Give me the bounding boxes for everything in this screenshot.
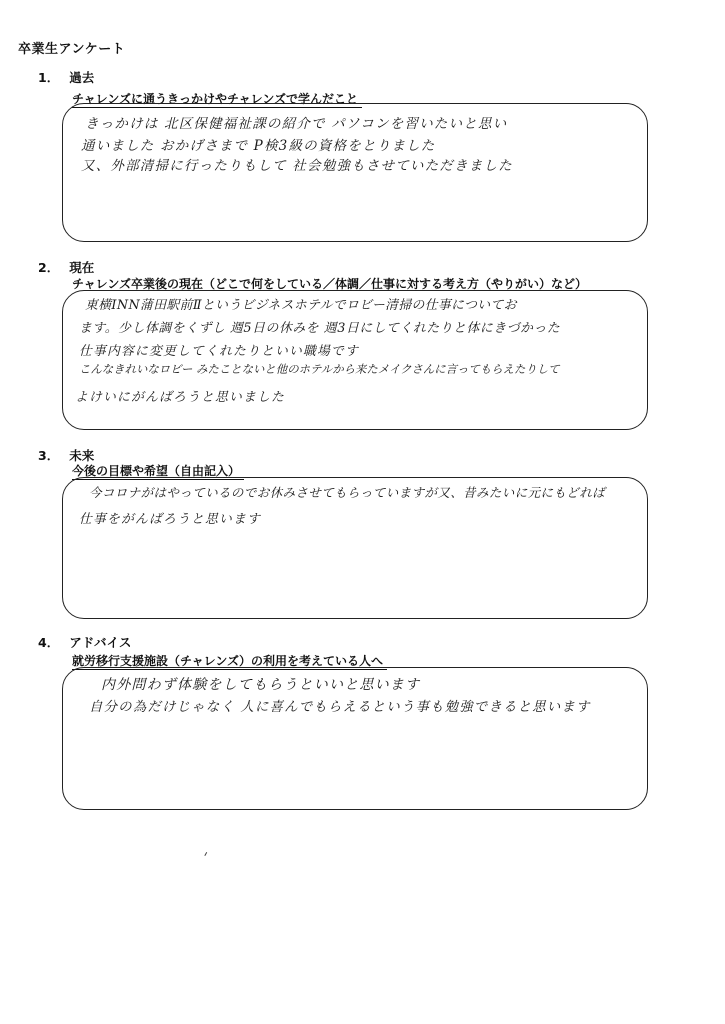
section-3-answer-box[interactable] bbox=[62, 477, 648, 619]
section-4-subheading: 就労移行支援施設（チャレンズ）の利用を考えている人へ bbox=[72, 652, 387, 670]
section-1-answer-line: きっかけは 北区保健福祉課の紹介で パソコンを習いたいと思い bbox=[85, 116, 508, 132]
section-2-answer-line: ます。少し体調をくずし 週5日の休みを 週3日にしてくれたりと体にきづかった bbox=[79, 321, 561, 336]
section-3-number: 3． bbox=[38, 448, 60, 463]
section-2-answer-line: 仕事内容に変更してくれたりといい職場です bbox=[79, 344, 359, 359]
stray-pen-mark bbox=[204, 852, 210, 858]
page-title: 卒業生アンケート bbox=[18, 42, 126, 57]
section-1-answer-line: 通いました おかげさまで P検3級の資格をとりました bbox=[81, 138, 436, 154]
section-2-number: 2． bbox=[38, 260, 60, 275]
section-4-number: 4． bbox=[38, 635, 60, 650]
section-2-answer-box[interactable] bbox=[62, 290, 648, 430]
section-1-title: 過去 bbox=[69, 70, 95, 85]
section-3-answer-line: 仕事をがんばろうと思います bbox=[79, 512, 261, 527]
section-2-answer-line: 東横INN蒲田駅前Ⅱというビジネスホテルでロビー清掃の仕事についてお bbox=[85, 298, 517, 313]
section-4-answer-line: 自分の為だけじゃなく 人に喜んでもらえるという事も勉強できると思います bbox=[89, 700, 591, 715]
section-4-answer-box[interactable] bbox=[62, 667, 648, 810]
section-2-answer-line: こんなきれいなロビー みたことないと他のホテルから来たメイクさんに言ってもらえたりして bbox=[79, 362, 560, 376]
section-1-answer-box[interactable] bbox=[62, 103, 648, 242]
section-2-subheading: チャレンズ卒業後の現在（どこで何をしている／体調／仕事に対する考え方（やりがい）など） bbox=[72, 277, 587, 291]
section-3-title: 未来 bbox=[69, 448, 95, 463]
section-1-number: 1． bbox=[38, 70, 60, 85]
section-2-heading bbox=[38, 258, 94, 276]
section-1-answer-line: 又、外部清掃に行ったりもして 社会勉強もさせていただきました bbox=[81, 158, 513, 174]
section-4-answer-line: 内外問わず体験をしてもらうといいと思います bbox=[101, 677, 421, 693]
section-1-heading bbox=[38, 68, 94, 86]
section-3-answer-line: 今コロナがはやっているのでお休みさせてもらっていますが又、昔みたいに元にもどれば bbox=[89, 485, 606, 500]
section-2-title: 現在 bbox=[69, 260, 95, 275]
section-4-title: アドバイス bbox=[69, 635, 132, 650]
section-4-heading bbox=[38, 633, 131, 651]
section-3-subheading: 今後の目標や希望（自由記入） bbox=[72, 462, 244, 480]
section-2-answer-line: よけいにがんばろうと思いました bbox=[75, 390, 285, 405]
section-1-subheading: チャレンズに通うきっかけやチャレンズで学んだこと bbox=[72, 90, 362, 108]
